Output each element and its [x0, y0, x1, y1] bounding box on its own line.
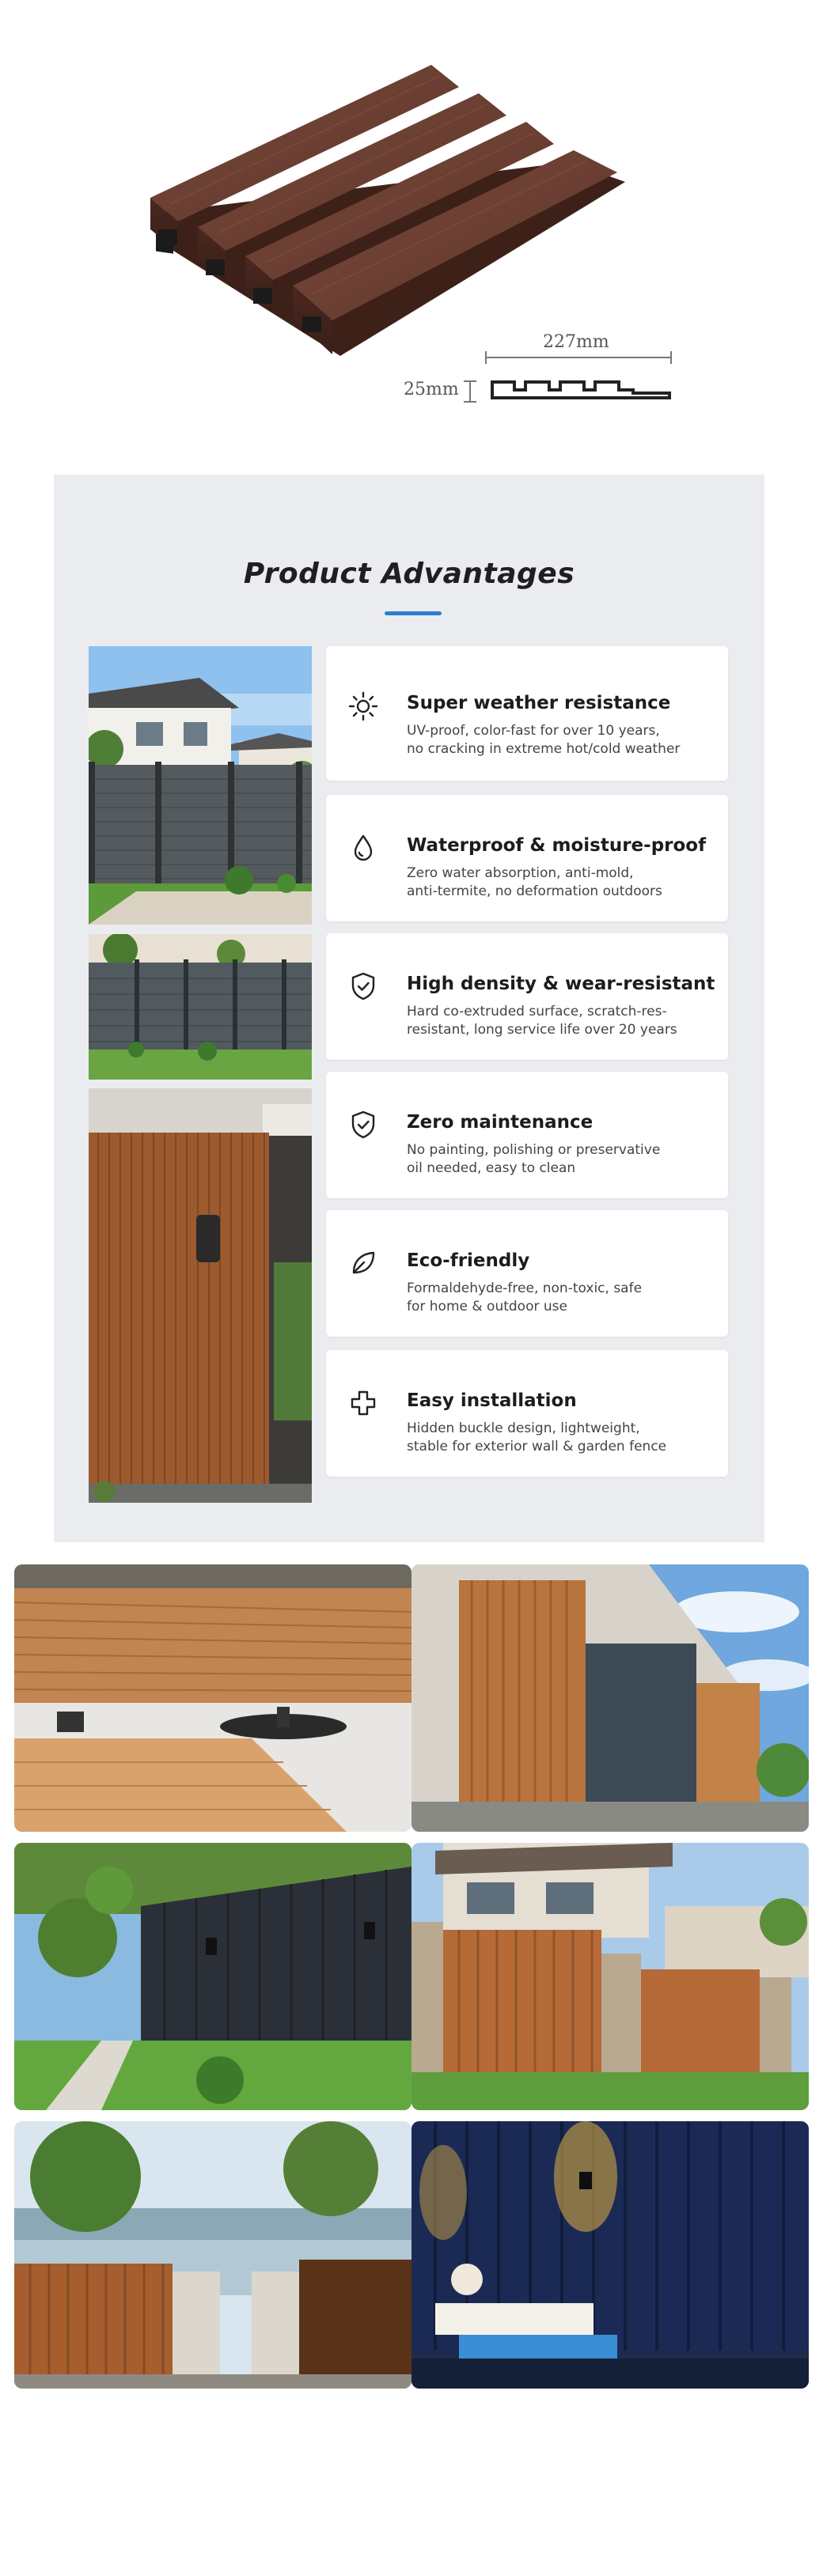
card-description-line-2: anti-termite, no deformation outdoors	[407, 883, 662, 899]
gallery-photo-villa-cladding	[412, 1564, 809, 1832]
product-advantages-section	[54, 475, 764, 1542]
card-description-line-2: oil needed, easy to clean	[407, 1160, 576, 1176]
card-title: High density & wear-resistant	[407, 974, 715, 994]
plus-cross-icon	[347, 1386, 380, 1420]
card-description-line-2: no cracking in extreme hot/cold weather	[407, 741, 681, 757]
card-title: Eco-friendly	[407, 1250, 530, 1271]
wood-cladding-wall-photo	[89, 1088, 312, 1503]
card-description-line-1: Zero water absorption, anti-mold,	[407, 865, 634, 881]
gallery-photo-house-wood-fence	[412, 1843, 809, 2110]
advantage-card-eco	[326, 1210, 728, 1337]
gallery-photo-lakeside-fence	[14, 2121, 412, 2389]
advantage-card-weather	[326, 646, 728, 781]
application-gallery	[14, 1564, 809, 2403]
shield-check-icon	[347, 1108, 380, 1141]
thickness-dimension-label: 25mm	[404, 380, 459, 399]
card-description-line-2: resistant, long service life over 20 years	[407, 1022, 677, 1038]
card-title: Zero maintenance	[407, 1112, 594, 1133]
fence-house-photo	[89, 646, 312, 925]
advantage-card-maintenance	[326, 1072, 728, 1198]
product-hero	[0, 0, 823, 443]
gallery-photo-patio-fence	[14, 1564, 412, 1832]
water-drop-icon	[347, 831, 380, 864]
section-title: Product Advantages	[243, 558, 575, 590]
card-description-line-1: Formaldehyde-free, non-toxic, safe	[407, 1280, 643, 1296]
advantage-card-density	[326, 933, 728, 1060]
card-title: Easy installation	[407, 1390, 577, 1411]
card-description-line-2: stable for exterior wall & garden fence	[407, 1439, 667, 1454]
gallery-photo-dark-fence-garden	[14, 1843, 412, 2110]
card-description-line-1: No painting, polishing or preservative	[407, 1142, 661, 1158]
card-description-line-1: Hidden buckle design, lightweight,	[407, 1420, 640, 1436]
card-title: Super weather resistance	[407, 693, 671, 713]
advantage-card-waterproof	[326, 795, 728, 921]
leaf-icon	[347, 1246, 380, 1280]
advantage-card-installation	[326, 1350, 728, 1477]
width-dimension-label: 227mm	[543, 332, 609, 352]
shield-check-icon	[347, 970, 380, 1003]
card-description-line-1: UV-proof, color-fast for over 10 years,	[407, 723, 660, 739]
sun-icon	[347, 690, 380, 723]
gallery-photo-night-fence-lights	[412, 2121, 809, 2389]
title-underline	[385, 611, 442, 615]
wpc-panel-illustration	[0, 0, 823, 443]
fence-garden-photo	[89, 934, 312, 1080]
card-description-line-2: for home & outdoor use	[407, 1299, 567, 1314]
card-description-line-1: Hard co-extruded surface, scratch-res-	[407, 1004, 667, 1019]
card-title: Waterproof & moisture-proof	[407, 835, 707, 856]
